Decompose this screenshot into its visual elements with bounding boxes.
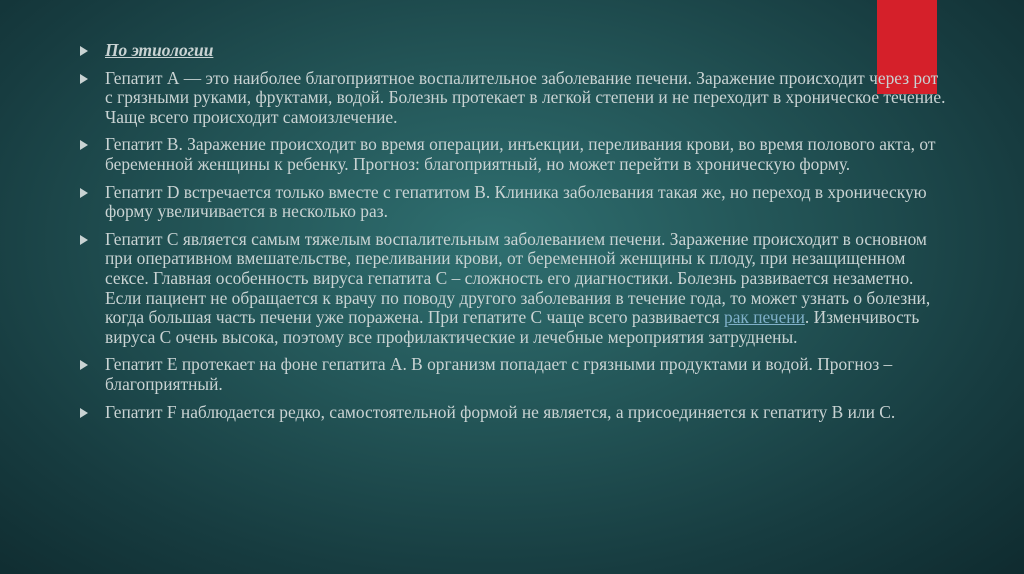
list-item-text: Гепатит С является самым тяжелым воспалительным заболеванием печени. Заражение происходит в основном при оперативном вмешательстве, переливании крови, от беременной женщины к плоду, при незащищенном сексе. Главная особенность вируса гепатита С – сложность его диагностики. Болезнь развивается незаметно. Если пациент не обращается к врачу по поводу другого заболевания в течение года, то может узнать о болезни, когда большая часть печени уже поражена. При гепатите С чаще всего развивается [105, 228, 931, 328]
bullet-arrow-icon [80, 408, 88, 418]
bullet-arrow-icon [80, 360, 88, 370]
list-item-hepatitis-a [80, 69, 950, 128]
list-item-hepatitis-f [80, 403, 950, 423]
list-item-text: Гепатит F наблюдается редко, самостоятельной формой не является, а присоединяется к гепатиту В или С. [105, 401, 896, 422]
bullet-arrow-icon [80, 235, 88, 245]
list-item-text: Гепатит В. Заражение происходит во время операции, инъекции, переливания крови, во время полового акта, от беременной женщины к ребенку. Прогноз: благоприятный, но может перейти в хроническую форму. [105, 134, 936, 174]
list-item-text: . Изменчивость вируса С очень высока, поэтому все профилактические и лечебные мероприятия затруднены. [105, 307, 920, 347]
section-heading: По этиологии [105, 40, 214, 60]
bullet-arrow-icon [80, 140, 88, 150]
bullet-arrow-icon [80, 74, 88, 84]
list-item-text: Гепатит А — это наиболее благоприятное воспалительное заболевание печени. Заражение происходит через рот с грязными руками, фруктами, водой. Болезнь протекает в легкой степени и не переходит в хроническое течение. Чаще всего происходит самоизлечение. [105, 67, 946, 127]
list-item-hepatitis-c [80, 230, 950, 348]
liver-cancer-link[interactable]: рак печени [724, 307, 805, 328]
list-item-heading [80, 41, 950, 61]
list-item-text: Гепатит D встречается только вместе с гепатитом В. Клиника заболевания такая же, но переход в хроническую форму увеличивается в несколько раз. [105, 181, 927, 222]
bullet-list [80, 41, 950, 430]
list-item-hepatitis-b [80, 135, 950, 174]
list-item-text: Гепатит Е протекает на фоне гепатита А. В организм попадает с грязными продуктами и водой. Прогноз – благоприятный. [105, 354, 893, 394]
bullet-arrow-icon [80, 188, 88, 198]
bullet-arrow-icon [80, 46, 88, 56]
list-item-hepatitis-d [80, 183, 950, 222]
list-item-hepatitis-e [80, 355, 950, 394]
